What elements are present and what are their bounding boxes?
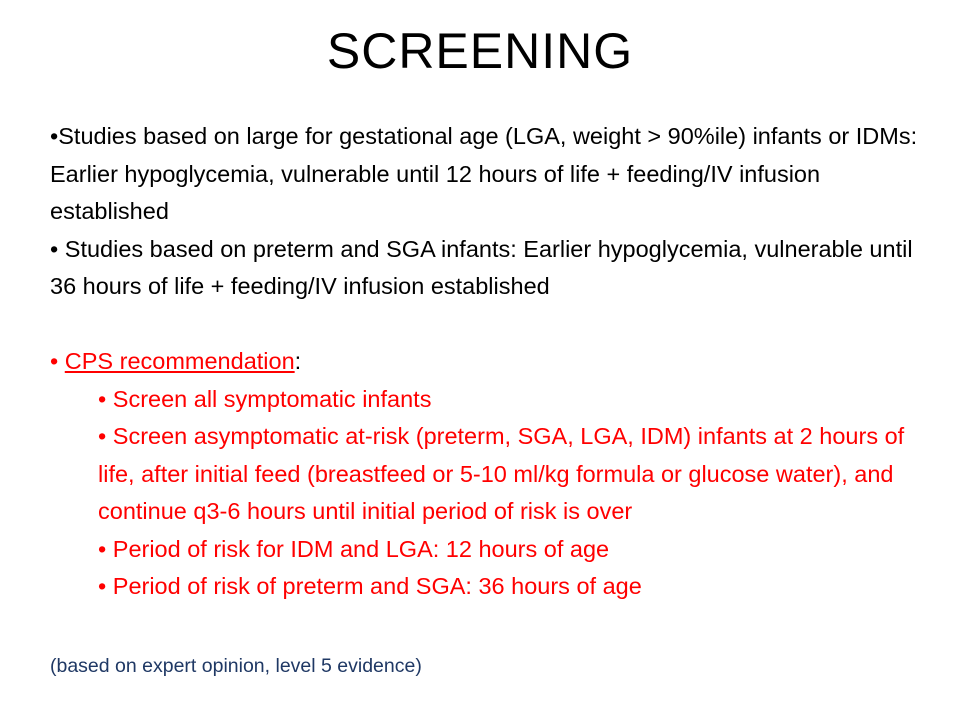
recommendation-heading-text: CPS recommendation: [64, 348, 295, 374]
study-text-lga: Studies based on large for gestational age (LGA, weight > 90%ile) infants or IDMs: Earlier hypoglycemia, vulnerable until 12 hours of life + feeding/IV infusion established: [50, 123, 918, 224]
bullet-icon: •: [98, 535, 107, 562]
bullet-icon: •: [98, 423, 107, 449]
recommendation-colon: :: [294, 348, 302, 374]
recommendation-item: [50, 531, 930, 569]
recommendation-item-text: Screen all symptomatic infants: [112, 385, 432, 412]
recommendation-item: [50, 381, 930, 419]
recommendation-heading: [50, 343, 930, 381]
recommendation-item: [50, 568, 930, 606]
evidence-footnote: (based on expert opinion, level 5 evidence): [50, 655, 422, 677]
bullet-icon: •: [50, 123, 59, 149]
recommendation-item-text: Period of risk for IDM and LGA: 12 hours of age: [112, 535, 610, 562]
study-bullet-lga: [50, 118, 930, 231]
bullet-icon: •: [98, 385, 107, 412]
bullet-icon: •: [50, 348, 59, 374]
bullet-icon: •: [98, 573, 107, 599]
study-bullet-preterm: [50, 231, 930, 306]
recommendation-item: [50, 418, 930, 531]
bullet-icon: •: [50, 235, 59, 262]
study-text-preterm: Studies based on preterm and SGA infants: Earlier hypoglycemia, vulnerable until 36 hours of life + feeding/IV infusion established: [50, 235, 913, 299]
slide-title: SCREENING: [326, 23, 634, 79]
slide-content: [50, 118, 930, 606]
recommendation-item-text: Screen asymptomatic at-risk (preterm, SGA, LGA, IDM) infants at 2 hours of life, after initial feed (breastfeed or 5-10 ml/kg formula or glucose water), and continue q3-6 hours until initial period of risk is over: [98, 423, 905, 524]
recommendation-item-text: Period of risk of preterm and SGA: 36 hours of age: [112, 573, 642, 599]
spacer: [50, 306, 930, 344]
